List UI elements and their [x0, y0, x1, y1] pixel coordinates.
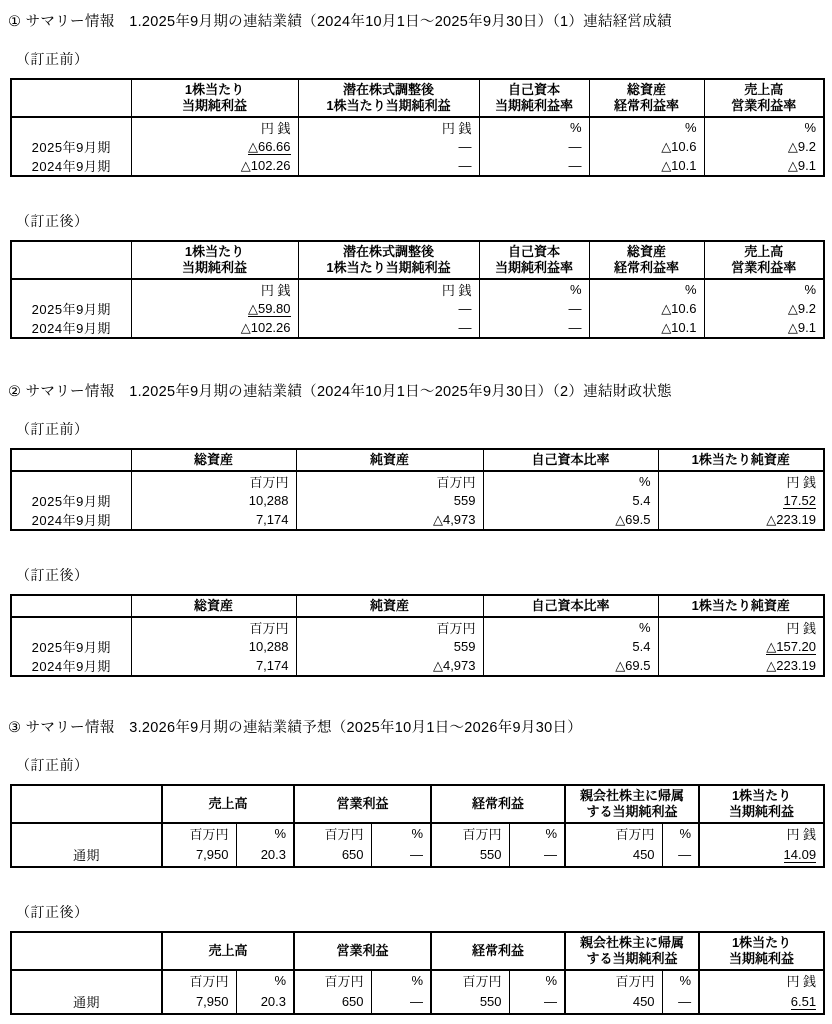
value-cell: [131, 137, 298, 156]
section-heading: ① サマリー情報 1.2025年9月期の連結業績（2024年10月1日～2025年9月30日）（1）連結経営成績: [8, 14, 672, 30]
correction-after-label: （訂正後）: [16, 904, 89, 920]
value-cell: △4,973: [296, 510, 483, 530]
unit-cell: %: [479, 117, 589, 137]
corrected-value-underline: 17.52: [783, 493, 816, 508]
column-header: 1株当たり 当期純利益: [131, 79, 298, 117]
column-header: 総資産 経常利益率: [589, 79, 704, 117]
column-header: 総資産: [131, 449, 296, 471]
unit-cell: 百万円: [294, 823, 371, 843]
section-heading: ② サマリー情報 1.2025年9月期の連結業績（2024年10月1日～2025年9月30日）（2）連結財政状態: [8, 384, 672, 400]
value-cell: ―: [509, 990, 565, 1014]
row-label: 2025年9月期: [11, 137, 131, 156]
column-header: 純資産: [296, 449, 483, 471]
column-header: 営業利益: [294, 785, 431, 823]
value-cell: △10.1: [589, 318, 704, 338]
column-header: 売上高 営業利益率: [704, 241, 824, 279]
value-cell: △10.1: [589, 156, 704, 176]
unit-cell: 円 銭: [131, 279, 298, 299]
corrected-value-underline: △59.80: [247, 300, 291, 316]
unit-cell: %: [371, 970, 431, 990]
row-label: 2024年9月期: [11, 318, 131, 338]
value-cell: [658, 491, 824, 510]
section-2-financial-position: [0, 377, 832, 677]
value-cell: 5.4: [483, 637, 658, 656]
value-cell: 7,950: [162, 843, 236, 867]
unit-cell: 百万円: [162, 970, 236, 990]
unit-cell: %: [662, 823, 699, 843]
column-header: 1株当たり 当期純利益: [699, 932, 824, 970]
value-cell: [658, 637, 824, 656]
value-cell: 7,174: [131, 656, 296, 676]
unit-cell: [11, 823, 162, 843]
column-header: 自己資本比率: [483, 595, 658, 617]
unit-cell: %: [483, 471, 658, 491]
column-header: 1株当たり純資産: [658, 449, 824, 471]
table-operating-results-after: [10, 240, 825, 339]
section-1-operating-results: [0, 7, 832, 339]
value-cell: △102.26: [131, 156, 298, 176]
row-label: 通期: [11, 843, 162, 867]
unit-cell: 円 銭: [658, 471, 824, 491]
column-header: 1株当たり 当期純利益: [131, 241, 298, 279]
row-label: 2024年9月期: [11, 156, 131, 176]
value-cell: △69.5: [483, 656, 658, 676]
table-operating-results-before: [10, 78, 825, 177]
value-cell: 559: [296, 637, 483, 656]
correction-before-label: （訂正前）: [16, 757, 89, 773]
unit-cell: 百万円: [296, 471, 483, 491]
value-cell: △9.2: [704, 299, 824, 318]
value-cell: △223.19: [658, 510, 824, 530]
value-cell: △4,973: [296, 656, 483, 676]
correction-after-label: （訂正後）: [16, 213, 89, 229]
corrected-value-underline: 6.51: [790, 994, 817, 1009]
row-label: 2025年9月期: [11, 637, 131, 656]
column-header: 潜在株式調整後 1株当たり当期純利益: [298, 79, 479, 117]
unit-cell: 百万円: [565, 823, 662, 843]
column-header: [11, 595, 131, 617]
unit-cell: %: [236, 823, 294, 843]
value-cell: 550: [431, 843, 509, 867]
value-cell: 559: [296, 491, 483, 510]
column-header: 親会社株主に帰属 する当期純利益: [565, 932, 699, 970]
unit-cell: 百万円: [431, 970, 509, 990]
unit-cell: %: [509, 823, 565, 843]
correction-before-label: （訂正前）: [16, 51, 89, 67]
unit-cell: 百万円: [162, 823, 236, 843]
value-cell: 20.3: [236, 843, 294, 867]
unit-cell: %: [662, 970, 699, 990]
row-label: 通期: [11, 990, 162, 1014]
column-header: 総資産: [131, 595, 296, 617]
value-cell: △102.26: [131, 318, 298, 338]
unit-cell: 百万円: [296, 617, 483, 637]
value-cell: △9.1: [704, 318, 824, 338]
unit-cell: 百万円: [431, 823, 509, 843]
value-cell: △10.6: [589, 299, 704, 318]
corrected-value-underline: 14.09: [783, 847, 817, 862]
column-header: 1株当たり純資産: [658, 595, 824, 617]
value-cell: ―: [298, 299, 479, 318]
value-cell: ―: [479, 156, 589, 176]
unit-cell: 円 銭: [298, 279, 479, 299]
row-label: 2024年9月期: [11, 510, 131, 530]
column-header: 経常利益: [431, 932, 565, 970]
value-cell: 10,288: [131, 491, 296, 510]
unit-cell: %: [479, 279, 589, 299]
value-cell: 5.4: [483, 491, 658, 510]
value-cell: ―: [298, 318, 479, 338]
column-header: 親会社株主に帰属 する当期純利益: [565, 785, 699, 823]
column-header: [11, 79, 131, 117]
value-cell: 7,950: [162, 990, 236, 1014]
unit-cell: 円 銭: [699, 970, 824, 990]
column-header: 経常利益: [431, 785, 565, 823]
unit-cell: 円 銭: [131, 117, 298, 137]
value-cell: 20.3: [236, 990, 294, 1014]
value-cell: 650: [294, 990, 371, 1014]
column-header: 自己資本 当期純利益率: [479, 241, 589, 279]
value-cell: △10.6: [589, 137, 704, 156]
correction-after-label: （訂正後）: [16, 567, 89, 583]
column-header: 売上高: [162, 932, 294, 970]
table-forecast-before: [10, 784, 825, 868]
value-cell: ―: [479, 137, 589, 156]
unit-cell: %: [589, 279, 704, 299]
section-3-forecast: [0, 713, 832, 1015]
value-cell: ―: [298, 156, 479, 176]
unit-cell: 百万円: [131, 617, 296, 637]
unit-cell: 百万円: [294, 970, 371, 990]
value-cell: ―: [662, 990, 699, 1014]
unit-cell: [11, 117, 131, 137]
value-cell: ―: [371, 843, 431, 867]
value-cell: △9.1: [704, 156, 824, 176]
unit-cell: [11, 279, 131, 299]
column-header: 営業利益: [294, 932, 431, 970]
unit-cell: 円 銭: [298, 117, 479, 137]
unit-cell: %: [371, 823, 431, 843]
column-header: 自己資本 当期純利益率: [479, 79, 589, 117]
unit-cell: %: [589, 117, 704, 137]
unit-cell: 円 銭: [658, 617, 824, 637]
value-cell: △223.19: [658, 656, 824, 676]
column-header: [11, 241, 131, 279]
column-header: 売上高 営業利益率: [704, 79, 824, 117]
column-header: 純資産: [296, 595, 483, 617]
value-cell: ―: [298, 137, 479, 156]
section-heading: ③ サマリー情報 3.2026年9月期の連結業績予想（2025年10月1日～2026年9月30日）: [8, 720, 583, 736]
column-header: [11, 785, 162, 823]
unit-cell: [11, 471, 131, 491]
row-label: 2024年9月期: [11, 656, 131, 676]
value-cell: ―: [371, 990, 431, 1014]
value-cell: 550: [431, 990, 509, 1014]
value-cell: ―: [479, 299, 589, 318]
unit-cell: 百万円: [565, 970, 662, 990]
value-cell: [699, 843, 824, 867]
value-cell: [131, 299, 298, 318]
table-financial-position-after: [10, 594, 825, 677]
column-header: 潜在株式調整後 1株当たり当期純利益: [298, 241, 479, 279]
unit-cell: %: [483, 617, 658, 637]
table-forecast-after: [10, 931, 825, 1015]
value-cell: 450: [565, 990, 662, 1014]
value-cell: 450: [565, 843, 662, 867]
unit-cell: %: [704, 279, 824, 299]
row-label: 2025年9月期: [11, 299, 131, 318]
unit-cell: [11, 970, 162, 990]
column-header: 総資産 経常利益率: [589, 241, 704, 279]
unit-cell: [11, 617, 131, 637]
value-cell: 650: [294, 843, 371, 867]
value-cell: 10,288: [131, 637, 296, 656]
unit-cell: %: [236, 970, 294, 990]
value-cell: ―: [662, 843, 699, 867]
column-header: [11, 932, 162, 970]
table-financial-position-before: [10, 448, 825, 531]
unit-cell: 百万円: [131, 471, 296, 491]
value-cell: 7,174: [131, 510, 296, 530]
column-header: 自己資本比率: [483, 449, 658, 471]
value-cell: ―: [479, 318, 589, 338]
value-cell: △69.5: [483, 510, 658, 530]
column-header: 売上高: [162, 785, 294, 823]
value-cell: ―: [509, 843, 565, 867]
corrected-value-underline: △66.66: [247, 138, 291, 154]
unit-cell: %: [704, 117, 824, 137]
column-header: 1株当たり 当期純利益: [699, 785, 824, 823]
corrected-value-underline: △157.20: [766, 638, 816, 654]
row-label: 2025年9月期: [11, 491, 131, 510]
unit-cell: 円 銭: [699, 823, 824, 843]
column-header: [11, 449, 131, 471]
value-cell: △9.2: [704, 137, 824, 156]
correction-before-label: （訂正前）: [16, 421, 89, 437]
unit-cell: %: [509, 970, 565, 990]
value-cell: [699, 990, 824, 1014]
